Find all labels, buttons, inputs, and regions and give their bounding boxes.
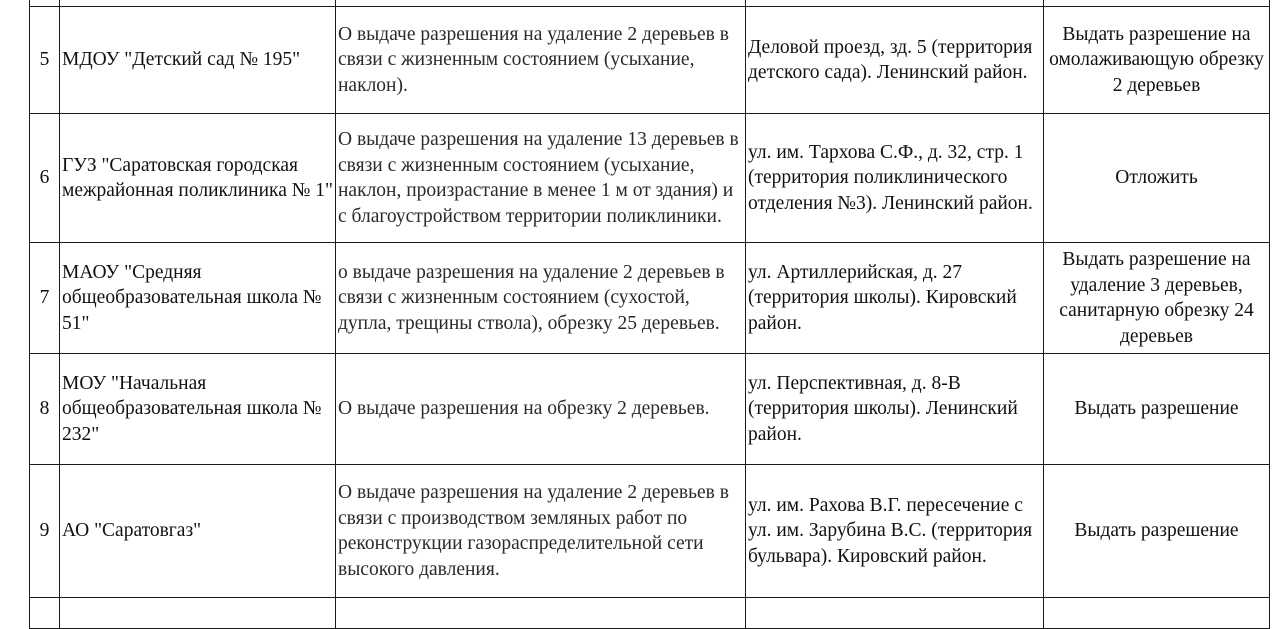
table-row bbox=[30, 465, 1270, 598]
address-cell: ул. им. Тархова С.Ф., д. 32, стр. 1 (территория поликлинического отделения №3). Ленинский район. bbox=[746, 114, 1044, 243]
organization-cell: МДОУ "Детский сад № 195" bbox=[60, 7, 336, 114]
address-cell: ул. Артиллерийская, д. 27 (территория школы). Кировский район. bbox=[746, 243, 1044, 354]
row-number: 5 bbox=[30, 7, 60, 114]
row-number: 7 bbox=[30, 243, 60, 354]
table-row bbox=[30, 243, 1270, 354]
organization-cell: АО "Саратовгаз" bbox=[60, 465, 336, 598]
permits-table bbox=[29, 0, 1270, 629]
table-row bbox=[30, 7, 1270, 114]
subject-cell: о выдаче разрешения на удаление 2 деревьев в связи с жизненным состоянием (сухостой, дупла, трещины ствола), обрезку 25 деревьев. bbox=[336, 243, 746, 354]
address-cell: ул. им. Рахова В.Г. пересечение с ул. им. Зарубина В.С. (территория бульвара). Кировский район. bbox=[746, 465, 1044, 598]
organization-cell: МОУ "Начальная общеобразовательная школа № 232" bbox=[60, 354, 336, 465]
table-row bbox=[30, 354, 1270, 465]
decision-cell: Выдать разрешение на удаление 3 деревьев, санитарную обрезку 24 деревьев bbox=[1044, 243, 1270, 354]
table-row-next-stub bbox=[30, 598, 1270, 629]
stub-cell bbox=[30, 598, 60, 629]
row-number: 8 bbox=[30, 354, 60, 465]
row-number: 6 bbox=[30, 114, 60, 243]
table-row bbox=[30, 114, 1270, 243]
stub-cell bbox=[746, 598, 1044, 629]
organization-cell: МАОУ "Средняя общеобразовательная школа № 51" bbox=[60, 243, 336, 354]
decision-cell: Выдать разрешение на омолаживающую обрезку 2 деревьев bbox=[1044, 7, 1270, 114]
subject-cell: О выдаче разрешения на удаление 13 деревьев в связи с жизненным состоянием (усыхание, наклон, произрастание в менее 1 м от здания) и с благоустройством территории поликлиники. bbox=[336, 114, 746, 243]
stub-cell bbox=[60, 598, 336, 629]
subject-cell: О выдаче разрешения на обрезку 2 деревьев. bbox=[336, 354, 746, 465]
subject-cell: О выдаче разрешения на удаление 2 деревьев в связи с производством земляных работ по реконструкции газораспределительной сети высокого давления. bbox=[336, 465, 746, 598]
organization-cell: ГУЗ "Саратовская городская межрайонная поликлиника № 1" bbox=[60, 114, 336, 243]
decision-cell: Выдать разрешение bbox=[1044, 354, 1270, 465]
address-cell: ул. Перспективная, д. 8-В (территория школы). Ленинский район. bbox=[746, 354, 1044, 465]
stub-cell bbox=[1044, 598, 1270, 629]
address-cell: Деловой проезд, зд. 5 (территория детского сада). Ленинский район. bbox=[746, 7, 1044, 114]
subject-cell: О выдаче разрешения на удаление 2 деревьев в связи с жизненным состоянием (усыхание, наклон). bbox=[336, 7, 746, 114]
decision-cell: Отложить bbox=[1044, 114, 1270, 243]
decision-cell: Выдать разрешение bbox=[1044, 465, 1270, 598]
row-number: 9 bbox=[30, 465, 60, 598]
stub-cell bbox=[336, 598, 746, 629]
